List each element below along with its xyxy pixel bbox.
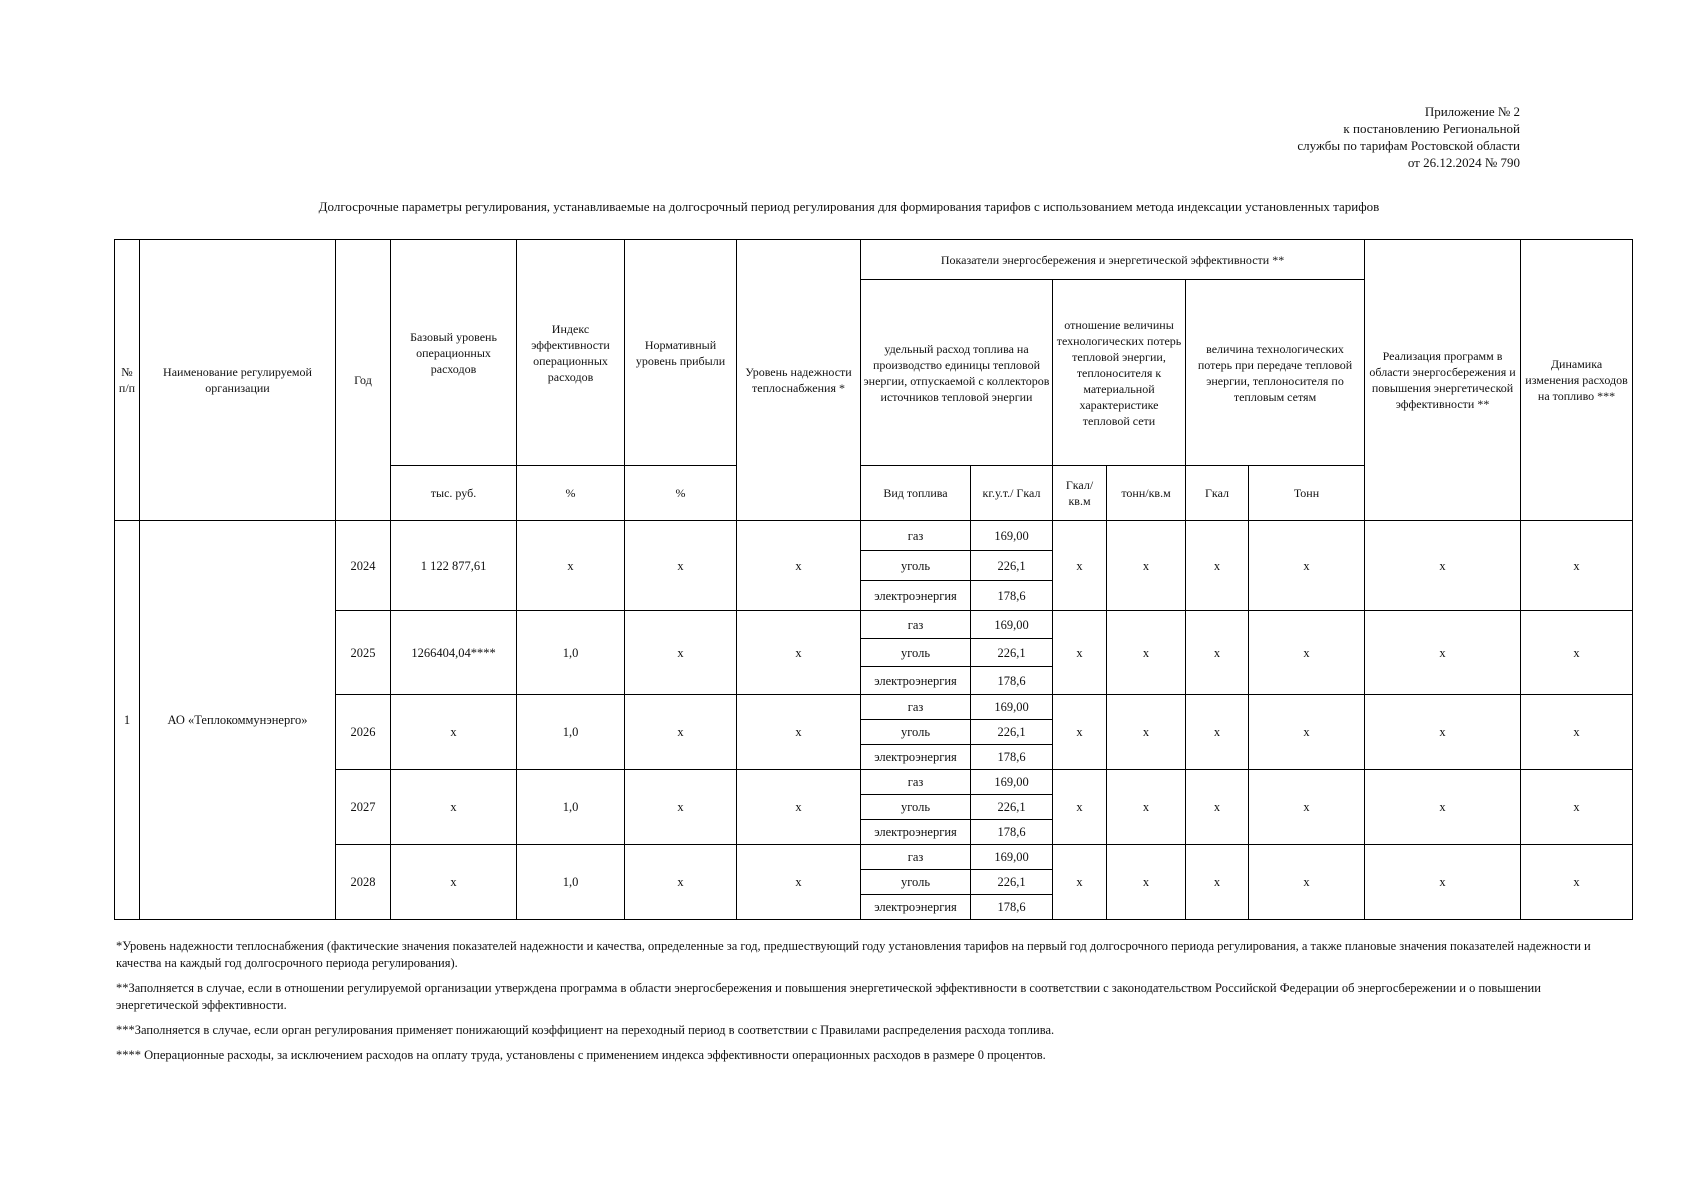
cell-programs: х [1365,521,1521,611]
cell-ton-m: х [1107,770,1186,845]
cell-programs: х [1365,695,1521,770]
cell-programs: х [1365,611,1521,695]
cell-year: 2025 [336,611,391,695]
unit-gkal: Гкал [1186,466,1249,521]
table-row [115,521,1633,551]
unit-fuel-type: Вид топлива [861,466,971,521]
cell-fuel-rate: 169,00 [971,521,1053,551]
cell-fuel-rate: 178,6 [971,667,1053,695]
cell-fuel-rate: 178,6 [971,745,1053,770]
footnote-1: *Уровень надежности теплоснабжения (фактические значения показателей надежности и качества, определенные за год, предшествующий году установления тарифов на первый год долгосрочного периода регулирования, а также плановые значения показателей надежности и качества на каждый год долгосрочного периода регулирования). [116,939,1591,970]
cell-fuel-type: уголь [861,720,971,745]
cell-dynamics: х [1521,845,1633,920]
header-fuel-rate: удельный расход топлива на производство единицы тепловой энергии, отпускаемой с коллекторов источников тепловой энергии [861,280,1053,466]
cell-fuel-type: уголь [861,639,971,667]
cell-ton-m: х [1107,611,1186,695]
cell-ton: х [1249,611,1365,695]
cell-fuel-type: уголь [861,551,971,581]
org-num: 1 [115,521,140,920]
cell-fuel-type: электроэнергия [861,820,971,845]
cell-fuel-rate: 178,6 [971,820,1053,845]
header-dynamics: Динамика изменения расходов на топливо *** [1521,240,1633,521]
cell-gkal-m: х [1053,611,1107,695]
header-loss-ratio: отношение величины технологических потерь тепловой энергии, теплоносителя к материальной характеристике тепловой сети [1053,280,1186,466]
cell-programs: х [1365,770,1521,845]
cell-ton: х [1249,521,1365,611]
cell-fuel-rate: 226,1 [971,551,1053,581]
cell-fuel-type: электроэнергия [861,895,971,920]
cell-index: 1,0 [517,695,625,770]
appendix-line-2: к постановлению Региональной [1343,121,1520,136]
cell-dynamics: х [1521,521,1633,611]
cell-year: 2027 [336,770,391,845]
cell-fuel-type: газ [861,611,971,639]
cell-dynamics: х [1521,770,1633,845]
cell-ton-m: х [1107,845,1186,920]
parameters-table [114,239,1633,920]
cell-profit: х [625,770,737,845]
cell-fuel-rate: 169,00 [971,695,1053,720]
cell-gkal-m: х [1053,695,1107,770]
cell-fuel-type: газ [861,845,971,870]
cell-programs: х [1365,845,1521,920]
footnote-3: ***Заполняется в случае, если орган регулирования применяет понижающий коэффициент на переходный период в соответствии с Правилами распределения расхода топлива. [116,1023,1055,1037]
cell-index: 1,0 [517,611,625,695]
cell-fuel-type: газ [861,695,971,720]
cell-fuel-rate: 169,00 [971,611,1053,639]
header-num: № п/п [115,240,140,521]
cell-index: х [517,521,625,611]
cell-fuel-rate: 226,1 [971,720,1053,745]
document-title: Долгосрочные параметры регулирования, устанавливаемые на долгосрочный период регулирования для формирования тарифов с использованием метода индексации установленных тарифов [318,199,1380,214]
cell-profit: х [625,845,737,920]
cell-gkal: х [1186,695,1249,770]
cell-fuel-type: электроэнергия [861,667,971,695]
table-row [115,770,1633,795]
cell-year: 2024 [336,521,391,611]
cell-year: 2028 [336,845,391,920]
cell-ton: х [1249,845,1365,920]
cell-fuel-type: электроэнергия [861,745,971,770]
cell-index: 1,0 [517,845,625,920]
cell-ton-m: х [1107,695,1186,770]
cell-reliability: х [737,770,861,845]
cell-base: х [391,695,517,770]
cell-ton: х [1249,770,1365,845]
cell-profit: х [625,521,737,611]
cell-gkal-m: х [1053,521,1107,611]
cell-fuel-rate: 169,00 [971,845,1053,870]
cell-fuel-type: газ [861,770,971,795]
cell-gkal-m: х [1053,770,1107,845]
header-year: Год [336,240,391,521]
appendix-line-1: Приложение № 2 [1424,104,1520,119]
cell-index: 1,0 [517,770,625,845]
unit-base: тыс. руб. [391,466,517,521]
appendix-line-4: от 26.12.2024 № 790 [1407,155,1520,170]
cell-fuel-rate: 226,1 [971,870,1053,895]
unit-ton: Тонн [1249,466,1365,521]
cell-gkal: х [1186,521,1249,611]
appendix-line-3: службы по тарифам Ростовской области [1297,138,1520,153]
cell-profit: х [625,611,737,695]
cell-gkal-m: х [1053,845,1107,920]
cell-dynamics: х [1521,611,1633,695]
cell-ton: х [1249,695,1365,770]
table-row [115,845,1633,870]
cell-base: 1 122 877,61 [391,521,517,611]
cell-fuel-rate: 169,00 [971,770,1053,795]
header-loss-value: величина технологических потерь при передаче тепловой энергии, теплоносителя по тепловым сетям [1186,280,1365,466]
header-energy-group: Показатели энергосбережения и энергетической эффективности ** [861,240,1365,280]
cell-reliability: х [737,611,861,695]
footnote-4: **** Операционные расходы, за исключением расходов на оплату труда, установлены с применением индекса эффективности операционных расходов в размере 0 процентов. [116,1048,1046,1062]
cell-reliability: х [737,845,861,920]
header-programs: Реализация программ в области энергосбережения и повышения энергетической эффективности ** [1365,240,1521,521]
cell-base: х [391,845,517,920]
cell-gkal: х [1186,770,1249,845]
header-org: Наименование регулируемой организации [140,240,336,521]
cell-ton-m: х [1107,521,1186,611]
cell-fuel-rate: 178,6 [971,581,1053,611]
cell-gkal: х [1186,845,1249,920]
unit-ton-m: тонн/кв.м [1107,466,1186,521]
header-profit: Нормативный уровень прибыли [625,240,737,466]
cell-fuel-rate: 226,1 [971,639,1053,667]
cell-base: 1266404,04**** [391,611,517,695]
cell-year: 2026 [336,695,391,770]
cell-reliability: х [737,521,861,611]
cell-profit: х [625,695,737,770]
header-reliability: Уровень надежности теплоснабжения * [737,240,861,521]
cell-gkal: х [1186,611,1249,695]
table-row [115,695,1633,720]
cell-fuel-type: электроэнергия [861,581,971,611]
cell-reliability: х [737,695,861,770]
cell-fuel-type: газ [861,521,971,551]
cell-fuel-type: уголь [861,795,971,820]
org-name: АО «Теплокоммунэнерго» [140,521,336,920]
table-row [115,611,1633,639]
unit-fuel-rate: кг.у.т./ Гкал [971,466,1053,521]
cell-fuel-rate: 226,1 [971,795,1053,820]
header-index: Индекс эффективности операционных расходов [517,240,625,466]
unit-gkal-m: Гкал/ кв.м [1053,466,1107,521]
cell-dynamics: х [1521,695,1633,770]
cell-base: х [391,770,517,845]
cell-fuel-rate: 178,6 [971,895,1053,920]
unit-profit: % [625,466,737,521]
appendix-header [1100,103,1520,171]
cell-fuel-type: уголь [861,870,971,895]
footnote-2: **Заполняется в случае, если в отношении регулируемой организации утверждена программа в области энергосбережения и повышения энергетической эффективности в соответствии с законодательством Российской Федерации об энергосбережении и о повышении энергетической эффективности. [116,981,1541,1012]
unit-index: % [517,466,625,521]
header-base: Базовый уровень операционных расходов [391,240,517,466]
footnotes [116,938,1616,1072]
